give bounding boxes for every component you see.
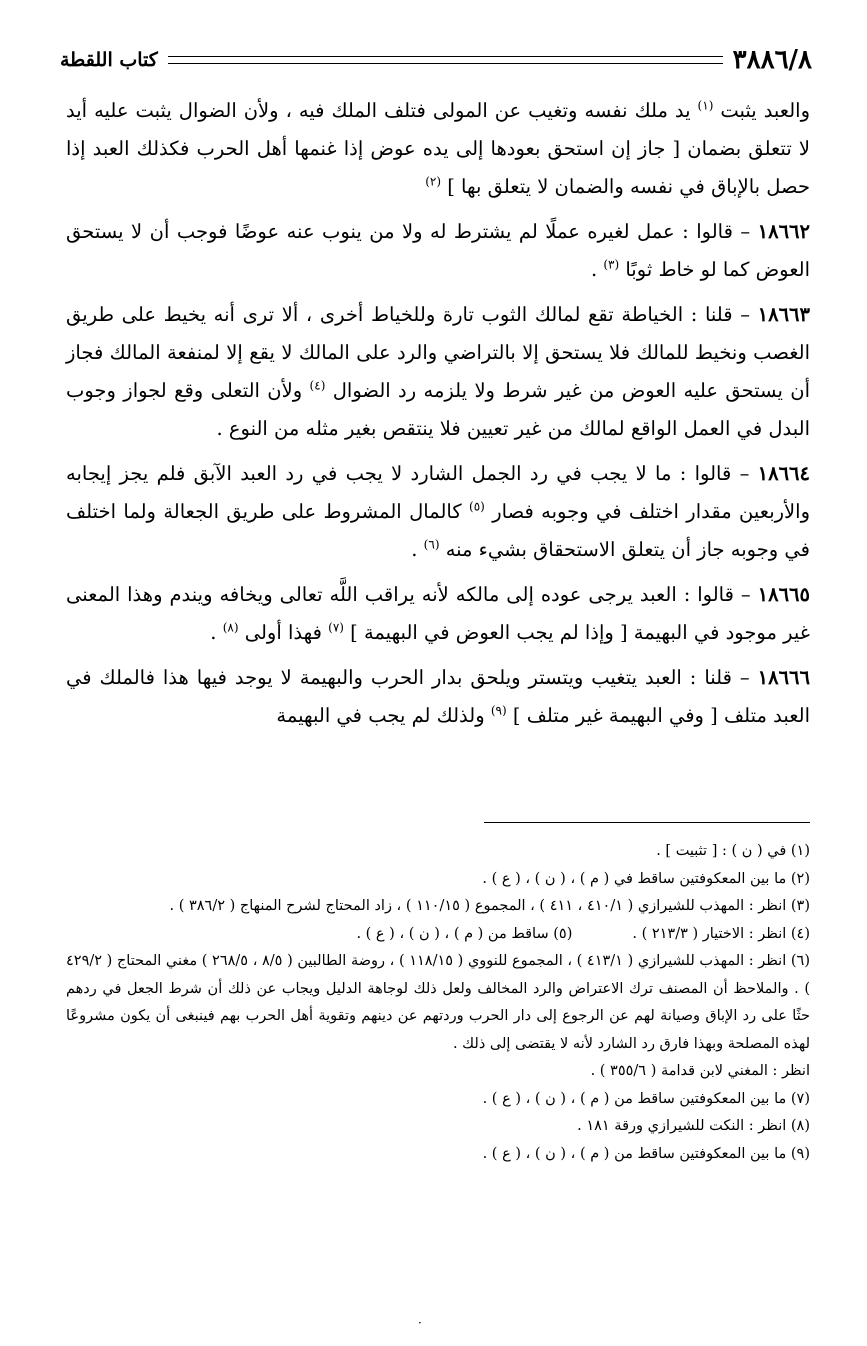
footnote-marker[interactable]: (٤) xyxy=(309,378,326,393)
paragraph-text: – قالوا : العبد يرجى عوده إلى مالكه لأنه يراقب اللَّه تعالى ويخافه ويندم وهذا المعنى غير موجود في البهيمة [ وإذا لم يجب العوض في البهيمة ] xyxy=(66,583,810,644)
footnote: (٥) ساقط من ( م ) ، ( ن ) ، ( ع ) . xyxy=(356,925,573,942)
footnote: (٧) ما بين المعكوفتين ساقط من ( م ) ، ( ن ) ، ( ع ) . xyxy=(482,1090,810,1107)
paragraph-text: . xyxy=(590,258,604,281)
paragraph-text: . xyxy=(210,621,223,644)
paragraph-text: ولذلك لم يجب في البهيمة xyxy=(276,704,491,727)
paragraph-number: ١٨٦٦٤ xyxy=(757,462,810,485)
paragraph-text: يد ملك نفسه وتغيب عن المولى فتلف الملك فيه ، ولأن الضوال يثبت عليه أيد لا تتعلق بضمان [ جاز إن استحق بعودها إلى يده عوض إذا غنمها أهل الحرب فكذلك العبد إذا حصل بالإباق في نفسه والضمان لا يتعلق بها ] xyxy=(66,99,810,198)
paragraph-text: ولأن التعلى وقع لجواز وجوب البدل في العمل الواقع لمالك من غير تعيين فلا ينتقص بغير مثله من النوع . xyxy=(66,379,810,440)
paragraph-number: ١٨٦٦٥ xyxy=(757,583,810,606)
footnote-marker[interactable]: (١) xyxy=(697,98,714,113)
paragraph-text: – قالوا : ما لا يجب في رد الجمل الشارد لا يجب في رد العبد الآبق فلم يجز إيجابه والأربعين مقدار اختلف في وجوبه فصار xyxy=(66,462,810,523)
footnote-marker[interactable]: (٦) xyxy=(423,537,440,552)
page-number: ٣٨٨٦/٨ xyxy=(732,45,812,75)
main-text xyxy=(66,92,810,742)
footnote-marker[interactable]: (٢) xyxy=(425,174,442,189)
book-title: كتاب اللقطة xyxy=(60,49,158,71)
paragraph-text: . xyxy=(411,538,424,561)
paragraph-text: والعبد يثبت xyxy=(713,99,810,122)
paragraph-text: كالمال المشروط على طريق الجعالة ولما اختلف في وجوبه جاز أن يتعلق الاستحقاق بشيء منه xyxy=(66,500,810,561)
paragraph-text: – قلنا : العبد يتغيب ويتستر ويلحق بدار الحرب والبهيمة لا يوجد فيها هذا فالملك في العبد متلف [ وفي البهيمة غير متلف ] xyxy=(66,666,810,727)
paragraph xyxy=(66,92,810,206)
footnote: (٣) انظر : المهذب للشيرازي ( ٤١٠/١ ، ٤١١ ) ، المجموع ( ١١٠/١٥ ) ، زاد المحتاج لشرح المنهاج ( ٣٨٦/٢ ) . xyxy=(169,898,810,914)
footnote-marker[interactable]: (٨) xyxy=(222,620,239,635)
paragraph-number: ١٨٦٦٢ xyxy=(757,220,810,243)
header-double-rule xyxy=(168,56,723,64)
paragraph-text: فهذا أولى xyxy=(238,621,329,644)
paragraph xyxy=(66,213,810,289)
paragraph xyxy=(66,576,810,652)
footnote: (٤) انظر : الاختيار ( ٢١٣/٣ ) . xyxy=(632,925,810,942)
footnote-divider xyxy=(484,822,810,823)
paragraph-number: ١٨٦٦٣ xyxy=(757,303,810,326)
footnote-marker[interactable]: (٣) xyxy=(603,257,620,272)
footnote: انظر : المغني لابن قدامة ( ٣٥٥/٦ ) . xyxy=(590,1063,810,1079)
footnote: (٩) ما بين المعكوفتين ساقط من ( م ) ، ( ن ) ، ( ع ) . xyxy=(482,1145,810,1162)
paragraph-text: – قلنا : الخياطة تقع لمالك الثوب تارة وللخياط أخرى ، ألا ترى أنه يخيط على طريق الغصب ونخيط للمالك فلا يستحق إلا بالتراضي والرد على المالك لا يقع إلا لمنفعة المالك فجاز أن يستحق عليه العوض من غير شرط ولا يلزمه رد الضوال xyxy=(66,303,810,402)
paragraph-text: – قالوا : عمل لغيره عملًا لم يشترط له ولا من ينوب عنه عوضًا فوجب أن لا يستحق العوض كما لو خاط ثوبًا xyxy=(66,220,810,281)
running-header xyxy=(60,40,812,80)
footnote-marker[interactable]: (٧) xyxy=(328,620,344,635)
footnote-marker[interactable]: (٩) xyxy=(490,703,507,718)
footnote: (٨) انظر : النكت للشيرازي ورقة ١٨١ . xyxy=(577,1118,810,1134)
footnote: (٢) ما بين المعكوفتين ساقط في ( م ) ، ( ن ) ، ( ع ) . xyxy=(482,870,810,887)
paragraph-number: ١٨٦٦٦ xyxy=(757,666,810,689)
footnotes xyxy=(66,838,810,1168)
footnote-row xyxy=(66,921,810,949)
footnote: (١) في ( ن ) : [ تثبيت ] . xyxy=(656,843,810,859)
paragraph xyxy=(66,455,810,569)
footnote: (٦) انظر : المهذب للشيرازي ( ٤١٣/١ ) ، المجموع للنووي ( ١١٨/١٥ ) ، روضة الطالبين ( ٨/٥ ، ٢٦٨/٥ ) مغني المحتاج ( ٤٢٩/٢ ) . والملاحظ أن المصنف ترك الاعتراض والرد المخالف ولعل ذلك لوجاهة الدليل ويجاب عن ذلك أن شرط الجعل في ردهم حثًا على رد الإباق وصيانة لهم عن الرجوع إلى دار الحرب وردتهم عن دينهم وتقوية أهل الحرب بهم فينبغى أن يكون مشروعًا لهذه المصلحة وبهذا فارق رد الشارد لأنه لا يقتضى إلى ذلك . xyxy=(66,953,810,1052)
paragraph xyxy=(66,296,810,448)
stray-dot: · xyxy=(418,1316,422,1330)
paragraph xyxy=(66,659,810,735)
footnote-marker[interactable]: (٥) xyxy=(469,499,485,514)
